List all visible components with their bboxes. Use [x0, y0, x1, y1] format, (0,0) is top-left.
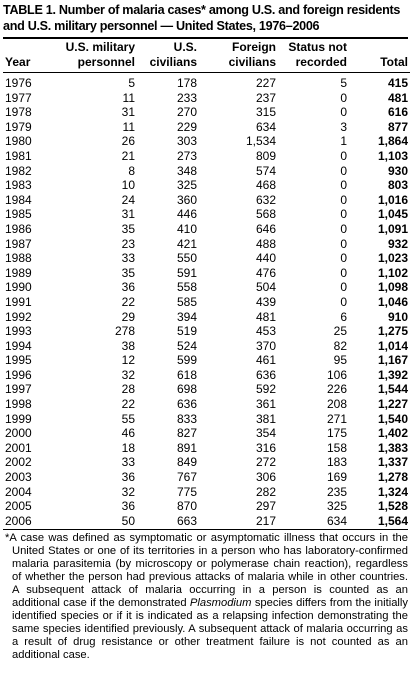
- cell-foreign-civilians: 476: [255, 265, 276, 280]
- cell-military: 8: [128, 163, 135, 178]
- cell-year: 1985: [5, 207, 32, 222]
- table-row: [3, 207, 410, 222]
- cell-status: 158: [326, 440, 347, 455]
- cell-military: 11: [122, 119, 135, 134]
- table-title: TABLE 1. Number of malaria cases* among U.S. and foreign residents and U.S. military personnel — United States, 1976–2006: [3, 3, 401, 33]
- cell-status: 95: [333, 353, 347, 368]
- cell-total: 1,016: [377, 192, 408, 207]
- cell-total: 1,014: [377, 338, 408, 353]
- cell-military: 35: [121, 265, 135, 280]
- footnote-italic-term: Plasmodium: [189, 597, 252, 610]
- cell-us-civilians: 618: [176, 367, 197, 382]
- table-row: [3, 426, 410, 441]
- cell-total: 1,564: [377, 513, 408, 528]
- cell-total: 1,102: [377, 265, 408, 280]
- cell-status: 175: [326, 426, 347, 441]
- cell-total: 910: [387, 309, 408, 324]
- cell-foreign-civilians: 488: [255, 236, 276, 251]
- table-row: [3, 485, 410, 500]
- cell-foreign-civilians: 636: [255, 367, 276, 382]
- cell-military: 24: [121, 192, 135, 207]
- cell-military: 23: [121, 236, 135, 251]
- table-row: [3, 280, 410, 295]
- cell-total: 1,392: [377, 367, 408, 382]
- cell-military: 31: [121, 207, 135, 222]
- cell-total: 481: [387, 90, 408, 105]
- cell-year: 1990: [5, 280, 32, 295]
- cell-us-civilians: 636: [176, 397, 197, 412]
- cell-us-civilians: 233: [176, 90, 197, 105]
- cell-total: 1,091: [377, 221, 408, 236]
- cell-us-civilians: 303: [176, 134, 197, 149]
- cell-year: 1976: [5, 76, 32, 90]
- table-row: [3, 193, 410, 208]
- cell-total: 1,045: [377, 207, 408, 222]
- cell-total: 1,383: [377, 440, 408, 455]
- footnote: [3, 532, 408, 662]
- cell-total: 1,278: [377, 470, 408, 485]
- cell-total: 932: [387, 236, 408, 251]
- cell-total: 1,337: [377, 455, 408, 470]
- bottom-rule: [3, 529, 408, 530]
- cell-military: 35: [121, 221, 135, 236]
- cell-us-civilians: 891: [176, 440, 197, 455]
- cell-foreign-civilians: 504: [255, 280, 276, 295]
- cell-status: 0: [340, 221, 347, 236]
- cell-status: 0: [340, 207, 347, 222]
- cell-total: 930: [387, 163, 408, 178]
- cell-us-civilians: 270: [176, 105, 197, 120]
- cell-total: 1,402: [377, 426, 408, 441]
- cell-foreign-civilians: 237: [255, 90, 276, 105]
- cell-us-civilians: 410: [176, 221, 197, 236]
- table-row: [3, 514, 410, 530]
- cell-us-civilians: 870: [176, 499, 197, 514]
- header-military-line1: U.S. military: [65, 40, 135, 54]
- cell-us-civilians: 524: [176, 338, 197, 353]
- cell-foreign-civilians: 809: [255, 148, 276, 163]
- cell-military: 29: [121, 309, 135, 324]
- cell-foreign-civilians: 282: [255, 484, 276, 499]
- cell-us-civilians: 833: [176, 411, 197, 426]
- cell-total: 803: [387, 178, 408, 193]
- table-row: [3, 339, 410, 354]
- table-row: [3, 295, 410, 310]
- cell-status: 235: [326, 484, 347, 499]
- cell-foreign-civilians: 481: [255, 309, 276, 324]
- cell-foreign-civilians: 381: [255, 411, 276, 426]
- header-military-line2: personnel: [77, 55, 135, 69]
- cell-status: 169: [326, 470, 347, 485]
- cell-us-civilians: 446: [176, 207, 197, 222]
- cell-foreign-civilians: 453: [255, 324, 276, 339]
- cell-total: 1,544: [377, 382, 408, 397]
- cell-military: 26: [121, 134, 135, 149]
- cell-military: 278: [114, 324, 135, 339]
- header-military: [61, 39, 135, 72]
- cell-us-civilians: 273: [176, 148, 197, 163]
- cell-year: 2002: [5, 455, 32, 470]
- cell-status: 0: [340, 280, 347, 295]
- cell-military: 50: [121, 513, 135, 528]
- cell-status: 0: [340, 251, 347, 266]
- header-us-civilians-line1: U.S.: [173, 40, 197, 54]
- cell-status: 0: [340, 192, 347, 207]
- header-foreign-civilians: [197, 39, 276, 72]
- cell-year: 1995: [5, 353, 32, 368]
- cell-us-civilians: 591: [176, 265, 197, 280]
- cell-foreign-civilians: 461: [255, 353, 276, 368]
- table-row: [3, 470, 410, 485]
- cell-foreign-civilians: 370: [255, 338, 276, 353]
- header-status-line2: recorded: [295, 55, 347, 69]
- cell-military: 36: [121, 470, 135, 485]
- cell-year: 1988: [5, 251, 32, 266]
- footnote-text-before: *A case was defined as symptomatic or asymptomatic illness that occurs in the United States or one of its territories in a person who has laboratory-confirmed malaria parasitemia (by microscopy or polymerase chain reaction), regardless of whether the person had previous attacks of malaria while in other countries. A subsequent attack of malaria occurring in a person is counted as an additional case if the demonstrated: [5, 532, 408, 610]
- cell-us-civilians: 827: [176, 426, 197, 441]
- cell-year: 1986: [5, 221, 32, 236]
- cell-foreign-civilians: 316: [255, 440, 276, 455]
- cell-year: 1997: [5, 382, 32, 397]
- cell-year: 1992: [5, 309, 32, 324]
- cell-total: 1,098: [377, 280, 408, 295]
- cell-foreign-civilians: 354: [255, 426, 276, 441]
- table-row: [3, 353, 410, 368]
- table-body: [3, 73, 410, 529]
- table-row: [3, 499, 410, 514]
- cell-military: 22: [121, 397, 135, 412]
- cell-year: 1980: [5, 134, 32, 149]
- cell-status: 325: [326, 499, 347, 514]
- cell-us-civilians: 325: [176, 178, 197, 193]
- cell-foreign-civilians: 568: [255, 207, 276, 222]
- table-row: [3, 222, 410, 237]
- malaria-cases-table: [3, 39, 410, 529]
- cell-military: 46: [121, 426, 135, 441]
- cell-year: 2000: [5, 426, 32, 441]
- cell-status: 0: [340, 105, 347, 120]
- cell-foreign-civilians: 632: [255, 192, 276, 207]
- cell-total: 877: [387, 119, 408, 134]
- cell-status: 634: [326, 513, 347, 528]
- cell-us-civilians: 849: [176, 455, 197, 470]
- header-foreign-line2: civilians: [228, 55, 276, 69]
- cell-foreign-civilians: 574: [255, 163, 276, 178]
- table-row: [3, 368, 410, 383]
- cell-foreign-civilians: 272: [255, 455, 276, 470]
- cell-military: 28: [121, 382, 135, 397]
- cell-year: 1998: [5, 397, 32, 412]
- cell-military: 22: [121, 294, 135, 309]
- cell-status: 0: [340, 178, 347, 193]
- cell-year: 2003: [5, 470, 32, 485]
- cell-us-civilians: 394: [176, 309, 197, 324]
- cell-foreign-civilians: 468: [255, 178, 276, 193]
- cell-us-civilians: 360: [176, 192, 197, 207]
- header-total: Total: [380, 55, 408, 69]
- cell-military: 36: [121, 280, 135, 295]
- cell-total: 616: [387, 105, 408, 120]
- cell-us-civilians: 550: [176, 251, 197, 266]
- cell-military: 36: [121, 499, 135, 514]
- table-row: [3, 266, 410, 281]
- cell-total: 415: [387, 76, 408, 90]
- cell-year: 1979: [5, 119, 32, 134]
- cell-military: 10: [121, 178, 135, 193]
- cell-status: 0: [340, 294, 347, 309]
- cell-year: 2005: [5, 499, 32, 514]
- cell-year: 1996: [5, 367, 32, 382]
- document-page: [3, 0, 408, 662]
- table-row: [3, 91, 410, 106]
- header-us-civilians-line2: civilians: [149, 55, 197, 69]
- cell-military: 32: [121, 367, 135, 382]
- cell-year: 1989: [5, 265, 32, 280]
- cell-year: 1994: [5, 338, 32, 353]
- cell-total: 1,103: [377, 148, 408, 163]
- table-row: [3, 382, 410, 397]
- cell-status: 0: [340, 163, 347, 178]
- table-row: [3, 455, 410, 470]
- cell-us-civilians: 558: [176, 280, 197, 295]
- header-status-line1: Status not: [288, 40, 347, 54]
- cell-status: 0: [340, 265, 347, 280]
- cell-status: 82: [333, 338, 347, 353]
- cell-status: 0: [340, 148, 347, 163]
- cell-foreign-civilians: 1,534: [245, 134, 276, 149]
- cell-us-civilians: 348: [176, 163, 197, 178]
- cell-status: 5: [340, 76, 347, 90]
- header-foreign-line1: Foreign: [232, 40, 276, 54]
- cell-total: 1,227: [377, 397, 408, 412]
- cell-foreign-civilians: 306: [255, 470, 276, 485]
- cell-year: 1977: [5, 90, 32, 105]
- cell-military: 33: [121, 455, 135, 470]
- cell-total: 1,167: [377, 353, 408, 368]
- cell-year: 2004: [5, 484, 32, 499]
- header-row: [3, 39, 410, 72]
- cell-military: 31: [121, 105, 135, 120]
- table-row: [3, 120, 410, 135]
- cell-total: 1,540: [377, 411, 408, 426]
- cell-year: 1984: [5, 192, 32, 207]
- cell-year: 2001: [5, 440, 32, 455]
- cell-us-civilians: 663: [176, 513, 197, 528]
- cell-us-civilians: 421: [176, 236, 197, 251]
- table-row: [3, 134, 410, 149]
- header-us-civilians: [135, 39, 197, 72]
- table-row: [3, 149, 410, 164]
- cell-foreign-civilians: 646: [255, 221, 276, 236]
- cell-status: 1: [340, 134, 347, 149]
- table-row: [3, 397, 410, 412]
- cell-status: 6: [340, 309, 347, 324]
- cell-foreign-civilians: 439: [255, 294, 276, 309]
- cell-year: 1987: [5, 236, 32, 251]
- table-row: [3, 164, 410, 179]
- cell-military: 32: [121, 484, 135, 499]
- table-row: [3, 441, 410, 456]
- cell-total: 1,528: [377, 499, 408, 514]
- cell-foreign-civilians: 217: [255, 513, 276, 528]
- cell-total: 1,864: [377, 134, 408, 149]
- table-row: [3, 237, 410, 252]
- cell-status: 0: [340, 90, 347, 105]
- footnote-text-after: species differs from the initially identified species or if it is indicated as a relapsing infection demonstrating the same species identified previously. A subsequent attack of malaria occurring as a result of drug resistance or other treatment failure is not counted as an additional case.: [12, 597, 408, 662]
- cell-total: 1,023: [377, 251, 408, 266]
- cell-military: 38: [121, 338, 135, 353]
- cell-foreign-civilians: 634: [255, 119, 276, 134]
- cell-military: 5: [128, 76, 135, 90]
- cell-us-civilians: 698: [176, 382, 197, 397]
- cell-us-civilians: 775: [176, 484, 197, 499]
- table-row: [3, 324, 410, 339]
- cell-year: 1981: [5, 148, 32, 163]
- cell-year: 1978: [5, 105, 32, 120]
- table-row: [3, 105, 410, 120]
- cell-total: 1,275: [377, 324, 408, 339]
- cell-foreign-civilians: 361: [255, 397, 276, 412]
- cell-military: 33: [121, 251, 135, 266]
- cell-foreign-civilians: 440: [255, 251, 276, 266]
- cell-status: 226: [326, 382, 347, 397]
- cell-us-civilians: 178: [176, 76, 197, 90]
- cell-year: 1982: [5, 163, 32, 178]
- cell-status: 0: [340, 236, 347, 251]
- cell-year: 1991: [5, 294, 32, 309]
- cell-us-civilians: 519: [176, 324, 197, 339]
- cell-military: 12: [121, 353, 135, 368]
- cell-status: 183: [326, 455, 347, 470]
- cell-year: 1983: [5, 178, 32, 193]
- cell-us-civilians: 229: [176, 119, 197, 134]
- cell-year: 1999: [5, 411, 32, 426]
- cell-status: 25: [333, 324, 347, 339]
- cell-foreign-civilians: 227: [255, 76, 276, 90]
- cell-military: 11: [122, 90, 135, 105]
- cell-total: 1,324: [377, 484, 408, 499]
- cell-status: 208: [326, 397, 347, 412]
- cell-foreign-civilians: 592: [255, 382, 276, 397]
- table-row: [3, 310, 410, 325]
- cell-military: 21: [121, 148, 135, 163]
- header-year: Year: [5, 55, 31, 69]
- cell-status: 271: [326, 411, 347, 426]
- cell-us-civilians: 585: [176, 294, 197, 309]
- cell-year: 1993: [5, 324, 32, 339]
- cell-year: 2006: [5, 513, 32, 528]
- cell-foreign-civilians: 297: [255, 499, 276, 514]
- table-row: [3, 73, 410, 91]
- cell-foreign-civilians: 315: [255, 105, 276, 120]
- cell-status: 106: [326, 367, 347, 382]
- table-row: [3, 412, 410, 427]
- cell-military: 18: [121, 440, 135, 455]
- cell-us-civilians: 767: [176, 470, 197, 485]
- table-row: [3, 178, 410, 193]
- cell-military: 55: [121, 411, 135, 426]
- table-row: [3, 251, 410, 266]
- cell-status: 3: [340, 119, 347, 134]
- header-status: [276, 39, 347, 72]
- cell-us-civilians: 599: [176, 353, 197, 368]
- cell-total: 1,046: [377, 294, 408, 309]
